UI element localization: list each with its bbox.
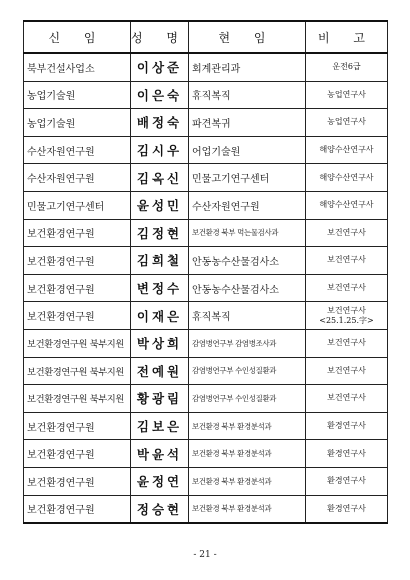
note-line: 환경연구사 [327, 421, 366, 431]
cell-name: 이은숙 [131, 81, 189, 109]
cell-name: 이상준 [131, 53, 189, 81]
table-row [24, 329, 388, 357]
table-row [24, 109, 388, 137]
cell-name: 정승현 [131, 495, 189, 523]
header-current-post: 현 임 [189, 21, 306, 53]
cell-note [306, 357, 388, 385]
cell-note [306, 467, 388, 495]
cell-name: 윤성민 [131, 191, 189, 219]
cell-name: 이재은 [131, 302, 189, 330]
cell-note [306, 495, 388, 523]
cell-note [306, 109, 388, 137]
cell-current-post: 감염병연구부 수인성질환과 [189, 385, 306, 413]
cell-current-post: 감염병연구부 수인성질환과 [189, 357, 306, 385]
table-row [24, 357, 388, 385]
table-row [24, 136, 388, 164]
table-row [24, 302, 388, 330]
note-line: 농업연구사 [327, 117, 366, 127]
note-line-date: <25.1.25.字> [319, 315, 374, 325]
cell-current-post: 파견복귀 [189, 109, 306, 137]
note-line: 운전6급 [332, 62, 361, 72]
note-line: 농업연구사 [327, 89, 366, 99]
cell-current-post: 어업기술원 [189, 136, 306, 164]
cell-current-post: 보건환경 북부 환경분석과 [189, 495, 306, 523]
table-row [24, 164, 388, 192]
header-name: 성 명 [131, 21, 189, 53]
note-line: 환경연구사 [327, 448, 366, 458]
cell-new-post: 민물고기연구센터 [24, 191, 131, 219]
cell-current-post: 민물고기연구센터 [189, 164, 306, 192]
table-row [24, 412, 388, 440]
cell-new-post: 보건환경연구원 [24, 274, 131, 302]
cell-note [306, 247, 388, 275]
note-line: 보건연구사 [327, 338, 366, 348]
header-new-post: 신 임 [24, 21, 131, 53]
cell-current-post: 안동농수산물검사소 [189, 247, 306, 275]
cell-name: 전예원 [131, 357, 189, 385]
cell-new-post: 보건환경연구원 [24, 467, 131, 495]
cell-name: 배정숙 [131, 109, 189, 137]
cell-name: 박상희 [131, 329, 189, 357]
cell-note [306, 385, 388, 413]
cell-new-post: 보건환경연구원 북부지원 [24, 357, 131, 385]
note-line: 보건연구사 [327, 283, 366, 293]
cell-current-post: 감염병연구부 감염병조사과 [189, 329, 306, 357]
cell-current-post: 보건환경 북부 환경분석과 [189, 412, 306, 440]
table-row [24, 191, 388, 219]
cell-note [306, 440, 388, 468]
cell-new-post: 북부건설사업소 [24, 53, 131, 81]
cell-name: 김정현 [131, 219, 189, 247]
cell-current-post: 휴직복직 [189, 81, 306, 109]
cell-new-post: 농업기술원 [24, 81, 131, 109]
note-line: 해양수산연구사 [319, 200, 374, 210]
cell-note [306, 136, 388, 164]
table-row [24, 219, 388, 247]
cell-name: 김옥신 [131, 164, 189, 192]
cell-new-post: 보건환경연구원 [24, 412, 131, 440]
note-line: 보건연구사 [327, 305, 366, 315]
cell-current-post: 안동농수산물검사소 [189, 274, 306, 302]
cell-new-post: 보건환경연구원 [24, 440, 131, 468]
table-row [24, 247, 388, 275]
cell-name: 김시우 [131, 136, 189, 164]
table-row [24, 274, 388, 302]
cell-note [306, 191, 388, 219]
cell-current-post: 보건환경 북부 먹는물검사과 [189, 219, 306, 247]
cell-new-post: 농업기술원 [24, 109, 131, 137]
table-row [24, 495, 388, 523]
table-body [24, 53, 388, 523]
cell-new-post: 보건환경연구원 북부지원 [24, 385, 131, 413]
cell-note [306, 219, 388, 247]
note-line: 보건연구사 [327, 393, 366, 403]
cell-name: 김희철 [131, 247, 189, 275]
cell-current-post: 휴직복직 [189, 302, 306, 330]
cell-name: 윤정연 [131, 467, 189, 495]
cell-note [306, 274, 388, 302]
note-line: 해양수산연구사 [319, 172, 374, 182]
cell-name: 변정수 [131, 274, 189, 302]
cell-name: 박윤석 [131, 440, 189, 468]
personnel-table [23, 20, 388, 524]
cell-new-post: 수산자원연구원 [24, 164, 131, 192]
cell-current-post: 수산자원연구원 [189, 191, 306, 219]
cell-new-post: 보건환경연구원 [24, 495, 131, 523]
cell-note [306, 164, 388, 192]
table-row [24, 81, 388, 109]
note-line: 해양수산연구사 [319, 145, 374, 155]
cell-new-post: 수산자원연구원 [24, 136, 131, 164]
cell-new-post: 보건환경연구원 [24, 302, 131, 330]
table-row [24, 440, 388, 468]
cell-note [306, 302, 388, 330]
table-row [24, 467, 388, 495]
page-number: - 21 - [193, 550, 217, 560]
note-line: 보건연구사 [327, 255, 366, 265]
table-row [24, 53, 388, 81]
cell-new-post: 보건환경연구원 [24, 219, 131, 247]
cell-note [306, 53, 388, 81]
cell-name: 김보은 [131, 412, 189, 440]
note-line: 환경연구사 [327, 503, 366, 513]
table-row [24, 385, 388, 413]
cell-new-post: 보건환경연구원 [24, 247, 131, 275]
cell-current-post: 보건환경 북부 환경분석과 [189, 440, 306, 468]
cell-note [306, 81, 388, 109]
cell-new-post: 보건환경연구원 북부지원 [24, 329, 131, 357]
note-line: 환경연구사 [327, 476, 366, 486]
cell-note [306, 412, 388, 440]
cell-current-post: 보건환경 북부 환경분석과 [189, 467, 306, 495]
note-line: 보건연구사 [327, 365, 366, 375]
table-header [24, 21, 388, 53]
cell-name: 황광림 [131, 385, 189, 413]
note-line: 보건연구사 [327, 227, 366, 237]
cell-current-post: 회계관리과 [189, 53, 306, 81]
cell-note [306, 329, 388, 357]
header-note: 비 고 [306, 21, 388, 53]
